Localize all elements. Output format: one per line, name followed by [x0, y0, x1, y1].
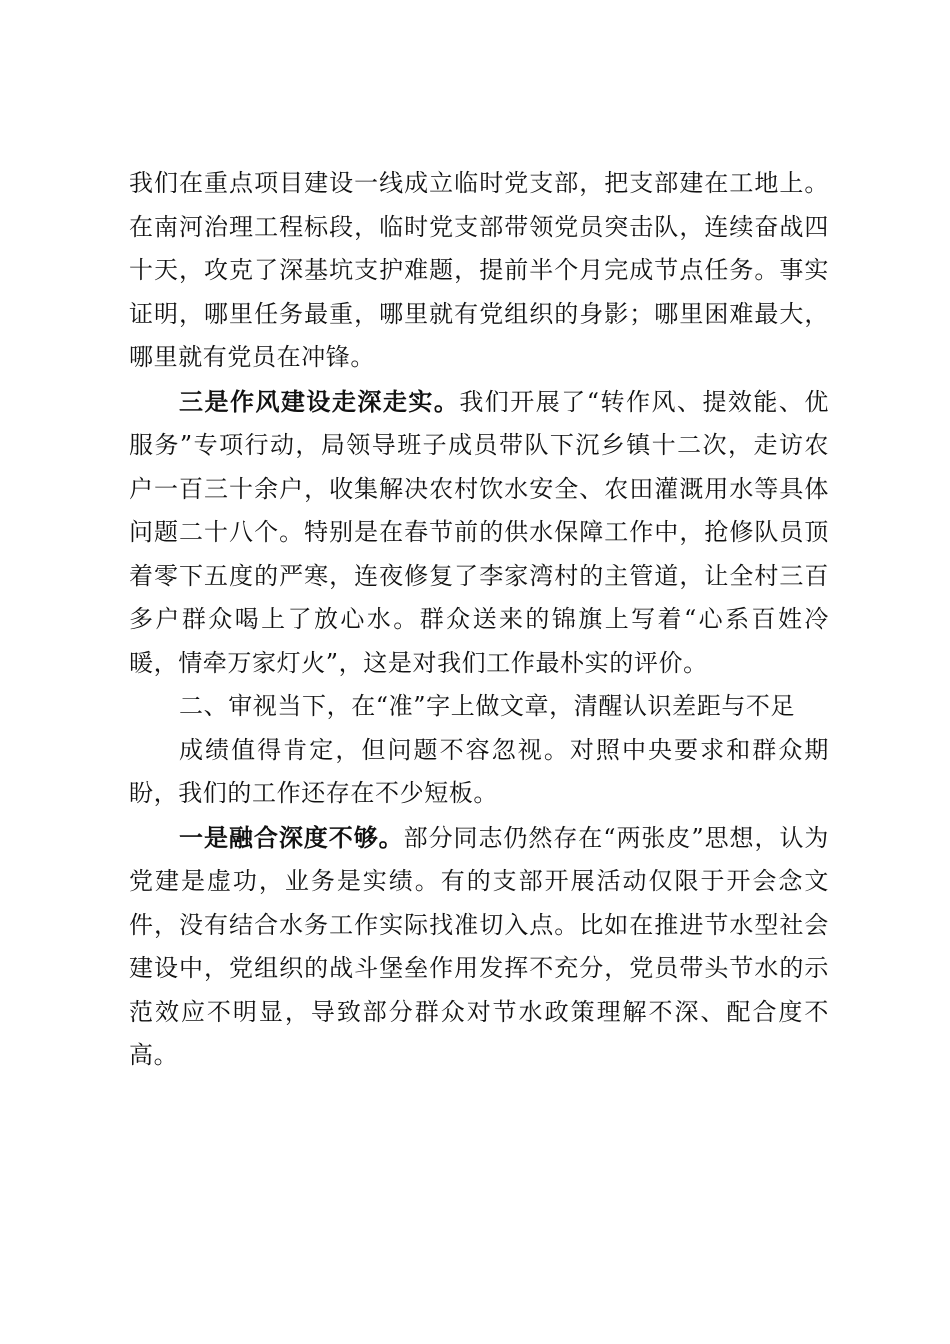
document-body: [129, 162, 829, 1078]
paragraph-text: 我们开展了“转作风、提效能、优服务”专项行动，局领导班子成员带队下沉乡镇十二次，走访农户一百三十余户，收集解决农村饮水安全、农田灌溉用水等具体问题二十八个。特别是在春节前的供水保障工作中，抢修队员顶着零下五度的严寒，连夜修复了李家湾村的主管道，让全村三百多户群众喝上了放心水。群众送来的锦旗上写着“心系百姓冷暖，情牵万家灯火”，这是对我们工作最朴实的评价。: [129, 387, 829, 677]
paragraph-continuation: [129, 162, 829, 380]
paragraph-text: 成绩值得肯定，但问题不容忽视。对照中央要求和群众期盼，我们的工作还存在不少短板。: [129, 735, 829, 807]
paragraph-text: 部分同志仍然存在“两张皮”思想，认为党建是虚功，业务是实绩。有的支部开展活动仅限于开会念文件，没有结合水务工作实际找准切入点。比如在推进节水型社会建设中，党组织的战斗堡垒作用发挥不充分，党员带头节水的示范效应不明显，导致部分群众对节水政策理解不深、配合度不高。: [129, 823, 829, 1069]
section-heading-two: [129, 685, 829, 729]
paragraph-work-style: [129, 380, 829, 686]
paragraph-intro: [129, 729, 829, 816]
paragraph-integration-depth: [129, 816, 829, 1078]
paragraph-text: 我们在重点项目建设一线成立临时党支部，把支部建在工地上。在南河治理工程标段，临时党支部带领党员突击队，连续奋战四十天，攻克了深基坑支护难题，提前半个月完成节点任务。事实证明，哪里任务最重，哪里就有党组织的身影；哪里困难最大，哪里就有党员在冲锋。: [129, 169, 829, 371]
paragraph-lead-heading: 三是作风建设走深走实。: [179, 386, 460, 416]
paragraph-lead-heading: 一是融合深度不够。: [179, 822, 404, 852]
section-heading-text: 二、审视当下，在“准”字上做文章，清醒认识差距与不足: [179, 692, 796, 720]
